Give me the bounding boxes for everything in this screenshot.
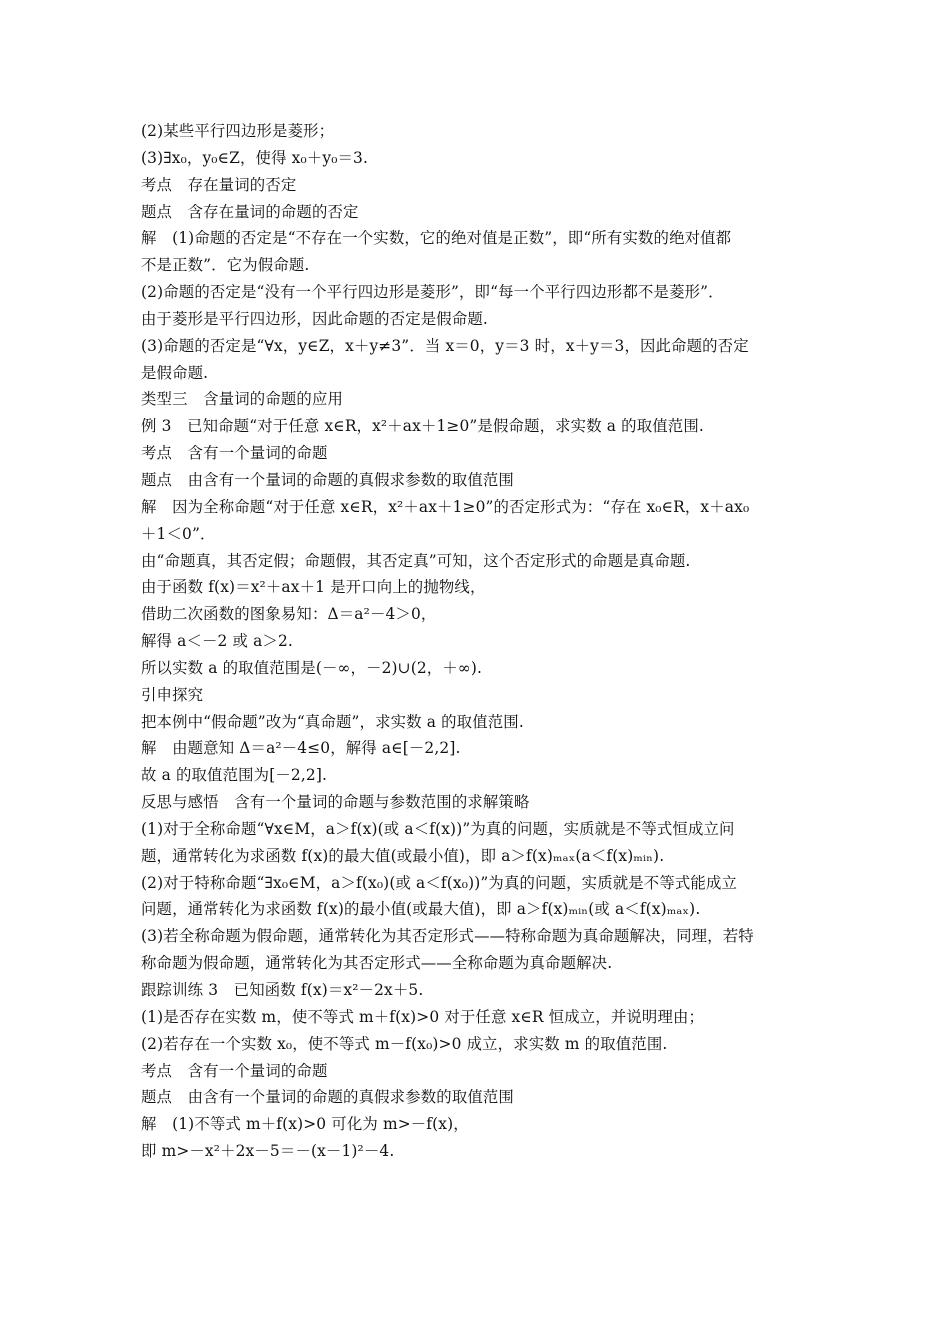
text-line-17: 由“命题真，其否定假；命题假，其否定真”可知，这个否定形式的命题是真命题. [141, 551, 691, 570]
text-line-29: (2)对于特称命题“∃x₀∈M，a＞f(x₀)(或 a＜f(x₀))”为真的问题，实质就是不等式能成立 [141, 873, 738, 892]
text-line-02: (3)∃x₀，y₀∈Z，使得 x₀＋y₀＝3. [141, 148, 369, 167]
text-line-27: (1)对于全称命题“∀x∈M，a＞f(x)(或 a＜f(x))”为真的问题，实质就是不等式恒成立问 [141, 819, 735, 838]
text-line-35: (2)若存在一个实数 x₀，使不等式 m－f(x₀)>0 成立，求实数 m 的取值范围. [141, 1034, 668, 1053]
text-line-03: 考点 存在量词的否定 [141, 175, 297, 194]
text-line-21: 所以实数 a 的取值范围是(－∞，－2)∪(2，＋∞). [141, 658, 483, 677]
text-line-01: (2)某些平行四边形是菱形； [141, 122, 335, 140]
text-line-04: 题点 含存在量词的命题的否定 [141, 202, 359, 221]
text-line-10: 是假命题. [141, 363, 209, 382]
text-line-05: 解 (1)命题的否定是“不存在一个实数，它的绝对值是正数”，即“所有实数的绝对值都 [141, 229, 732, 248]
text-line-28: 题，通常转化为求函数 f(x)的最大值(或最小值)，即 a＞f(x)ₘₐₓ(a＜f(x)ₘᵢₙ). [141, 846, 665, 865]
text-line-13: 考点 含有一个量词的命题 [141, 444, 328, 463]
text-line-20: 解得 a＜－2 或 a＞2. [141, 632, 293, 651]
text-line-14: 题点 由含有一个量词的命题的真假求参数的取值范围 [141, 470, 514, 489]
text-line-08: 由于菱形是平行四边形，因此命题的否定是假命题. [141, 309, 488, 328]
text-line-33: 跟踪训练 3 已知函数 f(x)＝x²－2x＋5. [141, 981, 424, 999]
text-line-36: 考点 含有一个量词的命题 [141, 1061, 328, 1080]
text-line-26: 反思与感悟 含有一个量词的命题与参数范围的求解策略 [141, 793, 530, 812]
text-line-38: 解 (1)不等式 m＋f(x)>0 可化为 m>－f(x)， [141, 1115, 469, 1134]
text-line-06: 不是正数”．它为假命题. [141, 256, 310, 275]
text-line-12: 例 3 已知命题“对于任意 x∈R，x²＋ax＋1≥0”是假命题，求实数 a 的取值范围. [141, 417, 704, 436]
document-page [141, 118, 813, 1165]
text-line-07: (2)命题的否定是“没有一个平行四边形是菱形”，即“每一个平行四边形都不是菱形”． [141, 283, 724, 302]
text-line-16: ＋1＜0”． [141, 524, 216, 543]
text-line-34: (1)是否存在实数 m，使不等式 m＋f(x)>0 对于任意 x∈R 恒成立，并说明理由； [141, 1007, 705, 1026]
text-line-25: 故 a 的取值范围为[－2,2]. [141, 766, 328, 785]
text-line-15: 解 因为全称命题“对于任意 x∈R，x²＋ax＋1≥0”的否定形式为：“存在 x₀∈R，x＋ax₀ [141, 497, 750, 516]
text-line-39: 即 m>－x²＋2x－5＝－(x－1)²－4. [141, 1142, 395, 1161]
text-line-09: (3)命题的否定是“∀x，y∈Z，x＋y≠3”．当 x＝0，y＝3 时，x＋y＝3，因此命题的否定 [141, 336, 749, 355]
text-line-37: 题点 由含有一个量词的命题的真假求参数的取值范围 [141, 1088, 514, 1107]
text-line-23: 把本例中“假命题”改为“真命题”，求实数 a 的取值范围. [141, 712, 524, 731]
text-line-11: 类型三 含量词的命题的应用 [141, 390, 344, 409]
text-line-31: (3)若全称命题为假命题，通常转化为其否定形式——特称命题为真命题解决，同理，若特 [141, 927, 754, 946]
text-line-32: 称命题为假命题，通常转化为其否定形式——全称命题为真命题解决. [141, 954, 613, 973]
text-line-19: 借助二次函数的图象易知：Δ＝a²－4＞0， [141, 605, 437, 624]
text-line-24: 解 由题意知 Δ＝a²－4≤0，解得 a∈[－2,2]. [141, 739, 461, 758]
text-line-30: 问题，通常转化为求函数 f(x)的最小值(或最大值)，即 a＞f(x)ₘᵢₙ(或 a＜f(x)ₘₐₓ). [141, 900, 701, 919]
text-line-22: 引申探究 [141, 685, 204, 704]
text-line-18: 由于函数 f(x)＝x²＋ax＋1 是开口向上的抛物线， [141, 578, 486, 597]
